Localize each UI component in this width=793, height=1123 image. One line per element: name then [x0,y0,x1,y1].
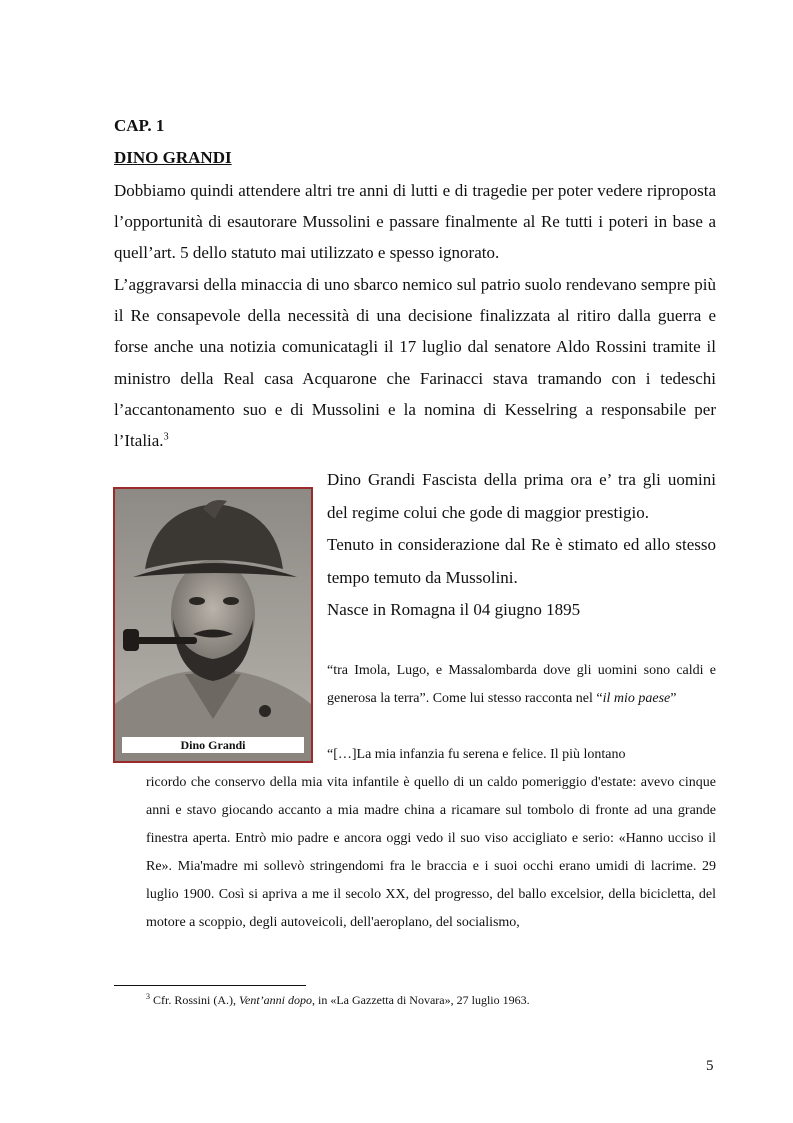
portrait-photo [113,487,313,763]
paragraph-context-text: L’aggravarsi della minaccia di uno sbarco nemico sul patrio suolo rendevano sempre più il Re consapevole della necessità di una decisione finalizzata al ritiro dalla guerra e forse anche una notizia comunicatagli il 17 luglio dal senatore Aldo Rossini tramite il ministro della Real casa Acquarone che Farinacci stava tramando con i tedeschi l’accantonamento suo e di Mussolini e la nomina di Kesselring a responsabile per l’Italia. [114,275,716,451]
book-title: il mio paese [602,691,671,706]
side-sentence-3: Nasce in Romagna il 04 giugno 1895 [327,600,581,619]
side-sentence-1: Dino Grandi Fascista della prima ora e’ tra gli uomini del regime colui che gode di maggior prestigio. [327,470,716,522]
footnote-number: 3 [146,992,150,1001]
photo-caption: Dino Grandi [122,737,304,753]
footnote-title: Vent’anni dopo [239,993,313,1007]
quote-intro-text: “tra Imola, Lugo, e Massalombarda dove gli uomini sono caldi e generosa la terra”. Come lui stesso racconta nel “ [327,663,716,706]
quote-intro-end: ” [670,691,677,706]
footnote-reference: 3 [163,431,169,443]
memoir-quote-text: ricordo che conservo della mia vita infantile è quello di un caldo pomeriggio d'estate: avevo cinque anni e stavo giocando accanto a mia madre china a ricamare sul tombolo di fronte ad una grande finestra aperta. Entrò mio padre e ancora oggi vedo il suo viso accigliato e serio: «Hanno ucciso il Re». Mia'madre mi sollevò stringendomi fra le braccia e i suoi occhi erano umidi di lacrime. 29 luglio 1900. Così si apriva a me il secolo XX, del progresso, del ballo excelsior, della bicicletta, del motore a scoppio, degli autoveicoli, dell'aeroplano, del socialismo, [146,775,716,930]
side-sentence-2: Tenuto in considerazione dal Re è stimato ed allo stesso tempo temuto da Mussolini. [327,535,716,587]
portrait-illustration [115,489,311,761]
footnote [146,993,530,1008]
quote-intro [327,657,716,713]
paragraph-side [327,464,716,627]
chapter-title: DINO GRANDI [114,148,232,167]
footnote-text-after: , in «La Gazzetta di Novara», 27 luglio 1963. [312,993,530,1007]
page-number: 5 [706,1058,714,1074]
memoir-quote [146,741,716,937]
paragraph-context [114,269,716,456]
memoir-quote-first-line: “[…]La mia infanzia fu serena e felice. Il più lontano [327,747,626,762]
footnote-text-before: Cfr. Rossini (A.), [150,993,240,1007]
footnote-divider [114,985,306,986]
paragraph-intro: Dobbiamo quindi attendere altri tre anni di lutti e di tragedie per poter vedere riproposta l’opportunità di esautorare Mussolini e passare finalmente al Re tutti i poteri in base a quell’art. 5 dello statuto mai utilizzato e spesso ignorato. [114,181,716,263]
chapter-label: CAP. 1 [114,116,165,135]
